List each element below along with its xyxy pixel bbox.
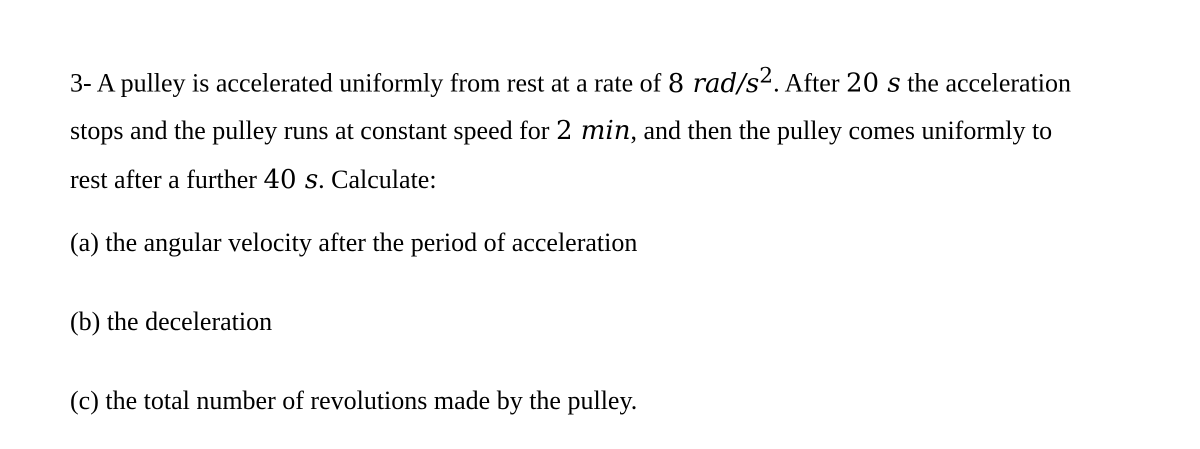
time-value-1: 20 (845, 68, 880, 99)
line1-prefix: 3- A pulley is accelerated uniformly from rest at a rate of (70, 68, 668, 98)
line1-suffix: the acceleration (900, 68, 1072, 98)
time-unit-3: s (304, 165, 319, 195)
time-value-2: 2 (555, 116, 573, 146)
line3-prefix: rest after a further (70, 165, 264, 194)
time-unit-1: s (887, 68, 901, 99)
part-c: (c) the total number of revolutions made by the pulley. (70, 386, 638, 415)
line3-suffix: . Calculate: (318, 165, 437, 194)
time-expression-3 (263, 165, 318, 195)
line1-middle: . After (773, 68, 846, 98)
problem-line-2 (70, 115, 1052, 147)
part-a: (a) the angular velocity after the period of acceleration (70, 228, 638, 257)
problem-line-1 (70, 60, 1071, 100)
line2-prefix: stops and the pulley runs at constant speed for (70, 116, 556, 145)
rate-expression (667, 63, 774, 99)
time-unit-2: min (580, 116, 631, 146)
rate-exponent: 2 (759, 63, 774, 88)
line2-suffix: , and then the pulley comes uniformly to (630, 116, 1053, 145)
time-value-3: 40 (263, 165, 297, 195)
part-b: (b) the deceleration (70, 307, 273, 336)
rate-value: 8 (667, 68, 685, 99)
problem-line-3 (70, 164, 437, 196)
time-expression-1 (846, 69, 901, 99)
rate-unit: rad/s (692, 68, 760, 99)
time-expression-2 (556, 116, 631, 146)
